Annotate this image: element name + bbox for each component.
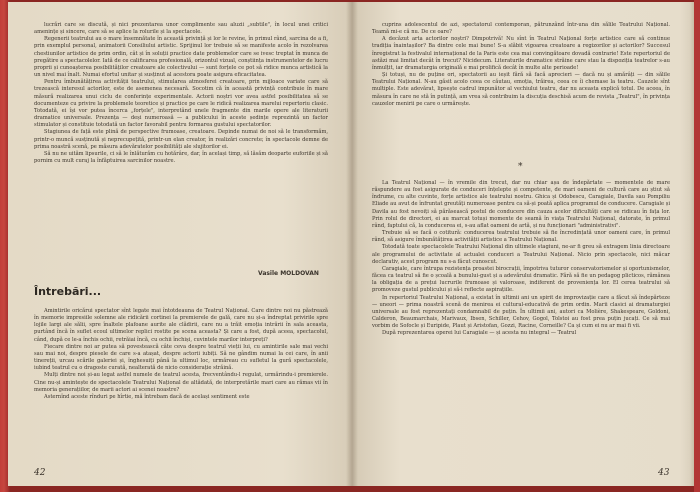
left-page xyxy=(8,2,352,486)
paragraph: Amintirile oricărui spectator sînt legate mai întotdeauna de Teatrul Național. Care dintre noi nu păstrează în memorie impresiile solemne ale ridicării cortinei la premierele de gală, care nu și-a îndreptat privirile spre lojile largi ale sălii, spre înaltele plafoane aurite ale clădirii, care nu a trăit emoția intrării în sala aceasta, purtând încă în suflet ecoul ultimelor replici rostite pe scena aceasta? Și care a fost, după aceea, spectacolul, când, după ce le-a închis ochii, retrăiai încă, cu ochii închiși, cuvintele marilor interpreți? xyxy=(34,308,328,343)
right-page xyxy=(352,2,694,486)
paragraph: După reprezentarea operei lui Caragiale — și acesta nu integral — Teatrul xyxy=(382,330,577,337)
paragraph: Și totuși, nu de puține ori, spectatorii au ieșit fără să facă aprecieri — dacă nu și amărâți — din sălile Teatrului Național. N-au găsit acolo ceea ce căutau, emoția, trăirea, ceea ce îi chemase la teatru. Cauzele sînt multiple. Este adevărat, lipsește cadrul impunător al vechiului teatru, dar nu aceasta explică totul. De aceea, în măsura în care ne stă în putință, am vrea să contribuim la discuția deschisă acum de revista „Teatrul", în privința cauzelor menirii pe care o urmărește. xyxy=(372,72,670,107)
paragraph: Caragiale, care întrupa rezistența proastei birocrații, împotriva tuturor conservatorismelor și oportunismelor, făcea ca teatrul să fie o școală a bunului-gust și a adevărului dramatic. Fără să fie un pedagog plicticos, rămânea la obligația de a prețui lucrurile frumoase și valoroase, indiferent de proveniența lor. El cerea teatrului să promoveze gustul publicului și să-i reflecte aspirațiile. xyxy=(372,265,670,294)
paragraph: La Teatrul Național — în vremile din trecut, dar nu chiar așa de îndepărtate — momentele de mare răspundere au fost asigurate de conduceri înțelepte și competente, de mari oameni de cultură care au știut să îndrume, cu alte cuvinte, forțe artistice ale teatrului nostru. Ghica și Odobescu, Caragiale, Davila sau Pompiliu Eliade au avut de înfruntat greutăți numeroase pentru ca să-și poată aplica programul de conducere. Caragiale și Davila au fost nevoiți să părăsească postul de conducere din cauza acelor dificultăți care se ridicau în fața lor. Prin rolul de directori, ei au marcat totuși momente de seamă în viața Teatrului Național, datorate, în primul rând, faptului că, la conducerea ei, s-au aflat oameni de artă, și nu funcționari "administrativi". xyxy=(372,180,670,229)
paragraph: Regenerii teatrului au o mare însemnătate în această privință și lor le revine, în primul rând, sarcina de a fi, prin exemplul personal, animatorii Consiliului artistic. Sprijinul lor trebuie să se manifeste acolo în rezolvarea chestiunilor artistice de prim ordin, cât și în soluții practice date problemelor care se ivesc treptat în munca de pregătire a spectacolelor. Iată de ce calificarea profesională, orizontul vizual, conștiința instrumentelor de lucru proprii și cunoașterea posibilităților creatoare ale colectivului — sunt forțele ce pot să ridice munca artistică la un nivel mai înalt. Numai efortul unitar și susținut al acestora poate asigura eficacitatea. xyxy=(34,36,328,79)
paragraph: Stagiunea de față este plină de perspective frumoase, creatoare. Depinde numai de noi să le transformăm, printr-o muncă susținută și neprecupețită, printr-un elan creator, în realizări concrete; în spectacole demne de prima noastră scenă, pe măsura adevăratelor posibilități ale slujitorilor ei. xyxy=(34,129,328,150)
cover-edge xyxy=(694,0,700,492)
page-number-left: 42 xyxy=(34,468,46,478)
page-number-right: 43 xyxy=(658,468,670,478)
paragraph: Asternînd aceste rînduri pe hîrtie, mă întrebam dacă de același sentiment este xyxy=(44,393,250,400)
paragraph: In repertoriul Teatrului Național, a existat în ultimii ani un spirit de improvizație care a făcut să îndepărteze — uneori — prima noastră scenă de menirea ei cultural-educativă de prim ordin. Marii clasici ai dramaturgiei universale au fost reprezentați condamnabil de puțin. În ultimii ani, autori ca Molière, Shakespeare, Goldoni, Calderon, Beaumarchais, Marivaux, Ibsen, Schiller, Cehov, Gogol, Tolstoi au fost prea puțin jucați. Ce să mai vorbim de Sofocle și Euripide, Plaut și Aristofan, Gozzi, Racine, Corneille? Ca și cum ei nu ar mai fi vii. xyxy=(372,294,670,330)
paragraph: Fiecare dintre noi ar putea să povestească câte ceva despre teatrul vieții lui, cu amintirile sale mai vechi sau mai noi, despre piesele de care s-a atașat, despre actorii iubiți. Să ne gândim numai la cei care, în anii tinereții, urcau scările galeriei și, înghesuiți până la ultimul loc, urmăreau cu sufletul la gură spectacolele, iubind teatrul cu o dragoste curată, nealterată de nicio considerație străină. xyxy=(34,343,328,372)
book-gutter xyxy=(346,2,358,486)
section-divider-star: * xyxy=(518,162,523,172)
paragraph: lucrări care se discută, și nici prezentarea unor complimente sau aluzii „subtile", în locul unei critici amenințe și sincere, care să se aplice la rolurile și la spectacole. xyxy=(34,22,328,36)
paragraph: A decăzut arta actorilor noștri? Dimpotrivă! Nu sînt în Teatrul Național forțe artistice care să continue tradiția înaintașilor? Ba dintre cele mai bune! S-a slăbit vigoarea creatoare a regizorilor și actorilor? Succesul înregistrat la festivalul internațional de la Paris este cea mai convingătoare dovadă contrarie! Este repertoriul de astăzi mai limitat decât în trecut? Nicidecum. Literaturile dramatice străine care stau la dispoziția teatrelor s-au înmulțit, iar dramaturgia originală e mai prolifică decât în multe alte perioade! xyxy=(372,36,670,71)
page-edge xyxy=(680,2,694,486)
right-bottom-column xyxy=(372,180,670,337)
paragraph: cuprins adolescentul de azi, spectatorul contemporan, pătrunzând într-una din sălile Teatrului Național. Teamă mi-e că nu. De ce oare? xyxy=(372,22,670,36)
paragraph: Pentru îmbunătățirea activității teatrului, stimularea atmosferei creatoare, prin mijloace variate care să trezească interesul actorilor, este de asemenea necesară. Socotim că în această privință contribuie în mare măsură realizarea unui ciclu de conferințe experimentale. Actorii noștri vor avea astfel posibilitatea să se documenteze cu privire la problemele teoretice și practice pe care le ridică realizarea marelui repertoriu clasic. Totodată, ei își vor putea încerca „forțele", interpretând unele fragmente din marile opere ale literaturii dramatice universale. Prezența — deși numeroasă — a publicului în aceste ședințe reprezintă un factor stimulator și constituie totodată un factor favorabil pentru formarea gustului spectatorilor. xyxy=(34,79,328,129)
paragraph: Să nu ne uităm lipsurile, ci să le înlăturăm cu hotărâre, dar, în același timp, să lăsăm deoparte euforiile și să pornim cu mult curaj la înfăptuirea sarcinilor noastre. xyxy=(34,150,328,164)
paragraph: Totodată toate spectacolele Teatrului Național din ultimele stagiuni, ne-ar fi greu să extragem linia directoare ale programului de activitate al actualei conduceri a Teatrului Național. Nicio prin spectacole, nici măcar declarativ, acest program nu s-a făcut cunoscut. xyxy=(372,244,670,265)
left-top-column xyxy=(34,22,328,165)
paragraph: Mulți dintre noi și-au legat astfel numele de teatrul acesta, frecventându-l regulat, urmărindu-i premierele. Cine nu-și amintește de spectacolele Teatrului Național de altădată, de interpretările mari care au rămas vii în memoria generațiilor, de marii actori ai scenei noastre? xyxy=(34,372,328,393)
author-signature: Vasile MOLDOVAN xyxy=(258,270,319,277)
paragraph: Trebuie să se facă o cotitură: conducerea teatrului trebuie să fie încredințată unor oameni care, în primul rând, să asigure îmbunătățirea activității artistice a Teatrului Național. xyxy=(372,230,670,244)
left-bottom-column xyxy=(34,308,328,401)
right-top-column xyxy=(372,22,670,108)
article-heading: Întrebări... xyxy=(34,285,102,298)
